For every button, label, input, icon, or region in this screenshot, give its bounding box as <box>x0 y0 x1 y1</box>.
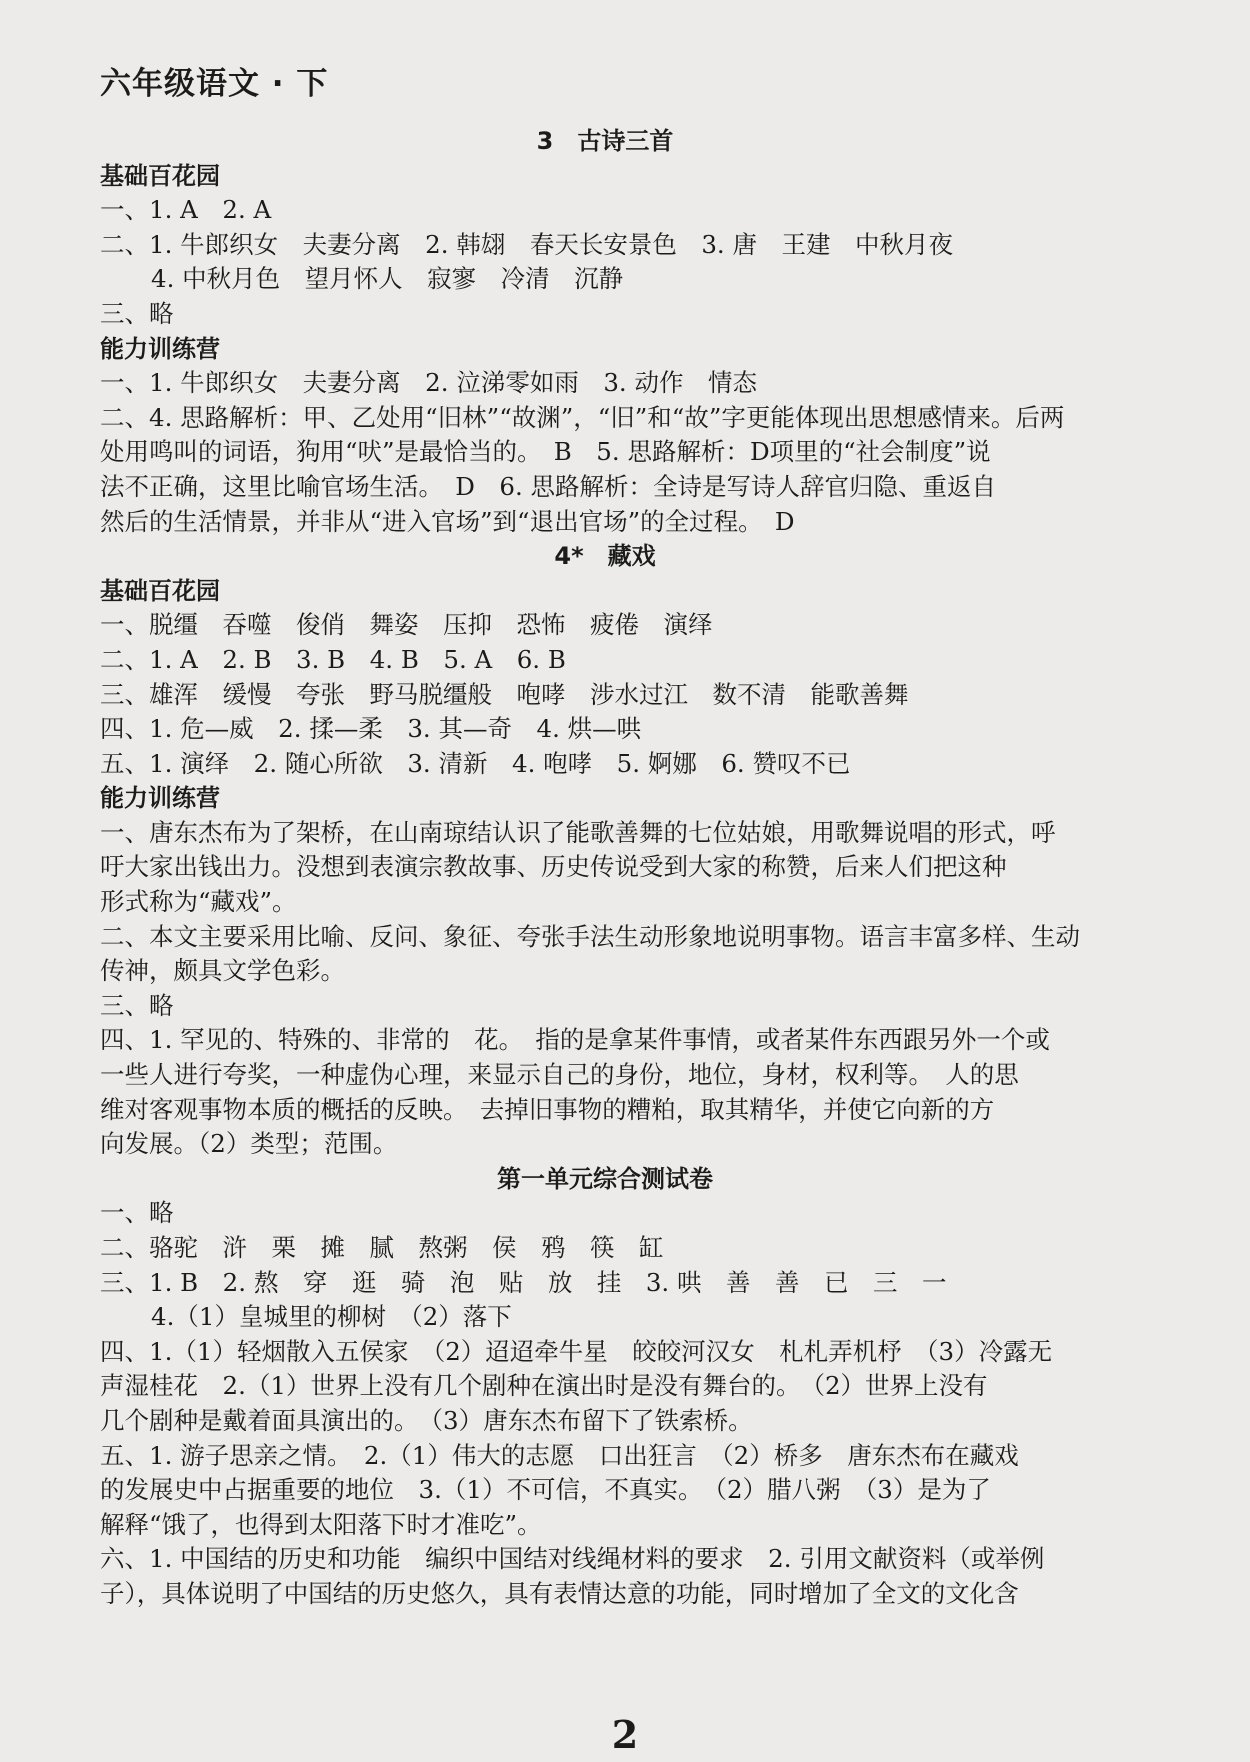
answer-line: 处用鸣叫的词语，狗用“吠”是最恰当的。 B 5. 思路解析：D项里的“社会制度”说 <box>100 437 991 467</box>
answer-line: 六、1. 中国结的历史和功能 编织中国结对线绳材料的要求 2. 引用文献资料（或举例 <box>100 1544 1045 1574</box>
answer-content <box>100 124 1110 1612</box>
answer-line: 二、4. 思路解析：甲、乙处用“旧林”“故渊”，“旧”和“故”字更能体现出思想感情来。后两 <box>100 402 1065 432</box>
answer-line: 二、本文主要采用比喻、反问、象征、夸张手法生动形象地说明事物。语言丰富多样、生动 <box>100 921 1080 951</box>
answer-line: 一、脱缰 吞噬 俊俏 舞姿 压抑 恐怖 疲倦 演绎 <box>100 610 713 640</box>
section-title: 3 古诗三首 <box>536 127 674 155</box>
answer-line: 一、1. A 2. A <box>100 195 272 225</box>
section-title: 第一单元综合测试卷 <box>497 1164 713 1193</box>
answer-line: 四、1. 危—威 2. 揉—柔 3. 其—奇 4. 烘—哄 <box>100 714 642 744</box>
answer-line: 4. 中秋月色 望月怀人 寂寥 冷清 沉静 <box>151 264 624 294</box>
answer-line: 三、略 <box>100 990 174 1020</box>
answer-line: 一、略 <box>100 1198 174 1228</box>
answer-line: 三、雄浑 缓慢 夸张 野马脱缰般 咆哮 涉水过江 数不清 能歌善舞 <box>100 679 909 709</box>
answer-line: 二、1. 牛郎织女 夫妻分离 2. 韩翃 春天长安景色 3. 唐 王建 中秋月夜 <box>100 229 953 259</box>
answer-line: 法不正确，这里比喻官场生活。 D 6. 思路解析：全诗是写诗人辞官归隐、重返自 <box>100 471 997 501</box>
answer-line: 二、1. A 2. B 3. B 4. B 5. A 6. B <box>100 644 566 674</box>
answer-line: 一、1. 牛郎织女 夫妻分离 2. 泣涕零如雨 3. 动作 情态 <box>100 368 757 398</box>
answer-line: 五、1. 演绎 2. 随心所欲 3. 清新 4. 咆哮 5. 婀娜 6. 赞叹不已 <box>100 748 851 778</box>
book-header: 六年级语文 · 下 <box>100 66 329 102</box>
answer-line: 维对客观事物本质的概括的反映。 去掉旧事物的糟粕，取其精华，并使它向新的方 <box>100 1094 995 1124</box>
answer-line: 几个剧种是戴着面具演出的。 （3）唐东杰布留下了铁索桥。 <box>100 1405 753 1435</box>
answer-line: 4.（1）皇城里的柳树 （2）落下 <box>151 1302 512 1332</box>
answer-line: 五、1. 游子思亲之情。 2.（1）伟大的志愿 口出狂言 （2）桥多 唐东杰布在藏戏 <box>100 1440 1019 1470</box>
answer-line: 一、唐东杰布为了架桥，在山南琼结认识了能歌善舞的七位姑娘，用歌舞说唱的形式，呼 <box>100 817 1056 847</box>
answer-line: 的发展史中占据重要的地位 3.（1）不可信，不真实。 （2）腊八粥 （3）是为了 <box>100 1475 991 1505</box>
answer-line: 向发展。（2）类型；范围。 <box>100 1129 398 1159</box>
page-number: 2 <box>611 1712 639 1757</box>
answer-line: 声湿桂花 2.（1）世界上没有几个剧种在演出时是没有舞台的。 （2）世界上没有 <box>100 1371 988 1401</box>
answer-line: 形式称为“藏戏”。 <box>100 887 297 917</box>
answer-line: 传神，颇具文学色彩。 <box>100 956 345 986</box>
answer-line: 然后的生活情景，并非从“进入官场”到“退出官场”的全过程。 D <box>100 506 795 536</box>
answer-line: 解释“饿了，也得到太阳落下时才准吃”。 <box>100 1509 542 1539</box>
subsection-heading: 基础百花园 <box>100 576 220 605</box>
answer-line: 三、1. B 2. 熬 穿 逛 骑 泡 贴 放 挂 3. 哄 善 善 已 三 一 <box>100 1267 947 1297</box>
subsection-heading: 能力训练营 <box>100 784 220 813</box>
section-title: 4* 藏戏 <box>554 542 656 571</box>
answer-line: 吁大家出钱出力。没想到表演宗教故事、历史传说受到大家的称赞，后来人们把这种 <box>100 852 1007 882</box>
answer-line: 三、略 <box>100 298 174 328</box>
subsection-heading: 基础百花园 <box>100 161 220 190</box>
answer-line: 四、1. 罕见的、特殊的、非常的 花。 指的是拿某件事情，或者某件东西跟另外一个或 <box>100 1025 1050 1055</box>
answer-line: 一些人进行夸奖，一种虚伪心理，来显示自己的身份，地位，身材，权利等。 人的思 <box>100 1060 1019 1090</box>
answer-line: 二、骆驼 浒 栗 摊 腻 熬粥 侯 鸦 筷 缸 <box>100 1233 664 1262</box>
answer-line: 子），具体说明了中国结的历史悠久，具有表情达意的功能，同时增加了全文的文化含 <box>100 1578 1019 1608</box>
subsection-heading: 能力训练营 <box>100 334 220 363</box>
answer-line: 四、1.（1）轻烟散入五侯家 （2）迢迢牵牛星 皎皎河汉女 札札弄机杼 （3）冷露无 <box>100 1336 1053 1366</box>
